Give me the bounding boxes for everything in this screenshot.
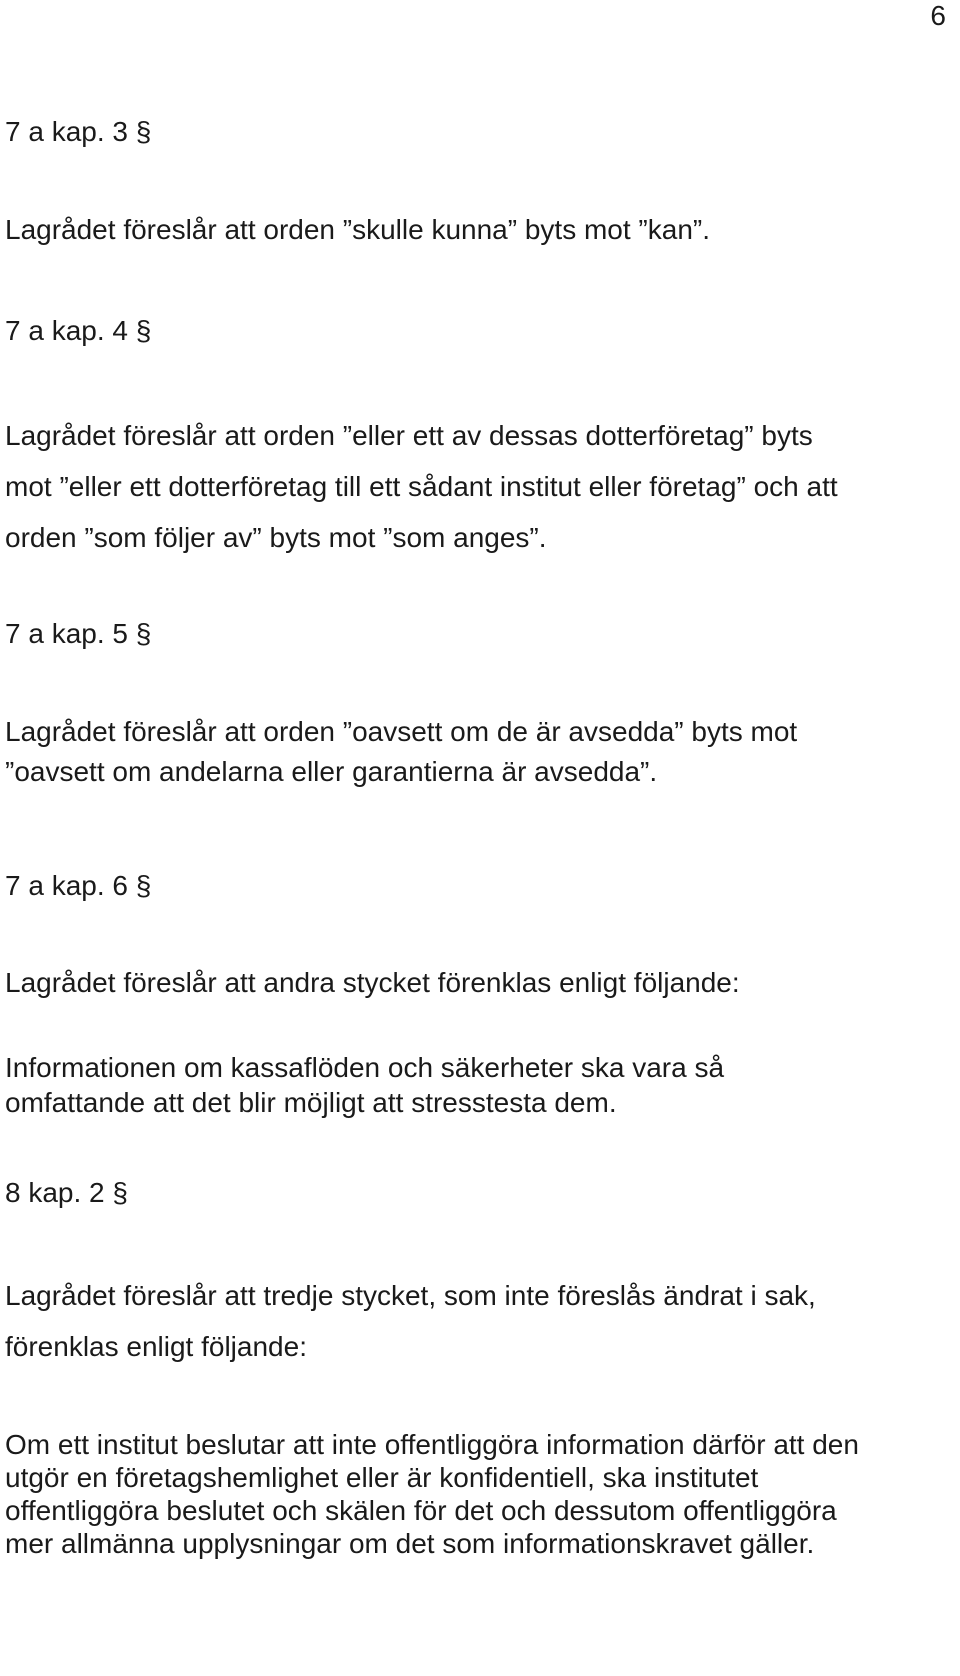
section-heading-7a-4: 7 a kap. 4 § <box>5 315 152 346</box>
text-line: mot ”eller ett dotterföretag till ett sådant institut eller företag” och att <box>5 471 838 502</box>
text-line: orden ”som följer av” byts mot ”som anges”. <box>5 522 547 553</box>
text-line: mer allmänna upplysningar om det som informationskravet gäller. <box>5 1528 815 1559</box>
section-heading-7a-3: 7 a kap. 3 § <box>5 116 152 147</box>
page-number: 6 <box>930 0 946 31</box>
section-heading-7a-5: 7 a kap. 5 § <box>5 618 152 649</box>
text-line: Lagrådet föreslår att orden ”skulle kunna” byts mot ”kan”. <box>5 214 711 245</box>
text-line: offentliggöra beslutet och skälen för det och dessutom offentliggöra <box>5 1495 837 1526</box>
text-line: omfattande att det blir möjligt att stresstesta dem. <box>5 1087 617 1118</box>
section-heading-8-2: 8 kap. 2 § <box>5 1177 128 1208</box>
text-line: Lagrådet föreslår att orden ”eller ett av dessas dotterföretag” byts <box>5 420 813 451</box>
section-paragraph <box>5 1270 955 1372</box>
text-line: utgör en företagshemlighet eller är konfidentiell, ska institutet <box>5 1462 759 1493</box>
section-paragraph <box>5 410 955 563</box>
section-paragraph <box>5 712 955 792</box>
section-paragraph <box>5 966 955 1000</box>
text-line: Om ett institut beslutar att inte offentliggöra information därför att den <box>5 1429 859 1460</box>
text-line: Lagrådet föreslår att andra stycket förenklas enligt följande: <box>5 967 740 998</box>
section-paragraph <box>5 1428 955 1560</box>
text-line: Informationen om kassaflöden och säkerheter ska vara så <box>5 1052 725 1083</box>
text-line: förenklas enligt följande: <box>5 1331 307 1362</box>
section-paragraph <box>5 1050 955 1120</box>
text-line: Lagrådet föreslår att tredje stycket, som inte föreslås ändrat i sak, <box>5 1280 816 1311</box>
section-heading-7a-6: 7 a kap. 6 § <box>5 870 152 901</box>
text-line: Lagrådet föreslår att orden ”oavsett om de är avsedda” byts mot <box>5 716 798 747</box>
section-paragraph <box>5 204 955 255</box>
text-line: ”oavsett om andelarna eller garantierna är avsedda”. <box>5 756 658 787</box>
